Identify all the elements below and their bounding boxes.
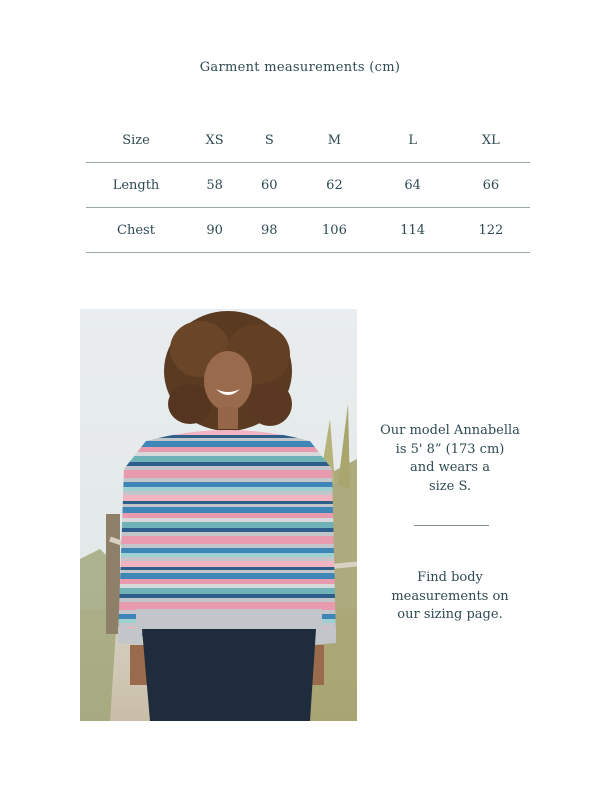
row-label: Length [112,177,160,193]
size-header: S [264,132,274,148]
sizing-note [370,569,530,625]
size-table [86,118,530,253]
sizing-note-line: Find body [417,570,483,585]
model-note-line: size S. [428,478,472,494]
model-note [370,422,530,496]
size-header: M [327,132,342,148]
header-label: Size [122,132,150,148]
table-row [86,163,530,208]
cell-value: 66 [482,177,500,193]
model-photo [80,309,357,721]
size-header: XS [205,132,224,148]
divider [414,525,489,526]
size-header: XL [481,132,500,148]
size-header: L [408,132,417,148]
cell-value: 90 [206,222,223,238]
cell-value: 62 [326,177,343,193]
row-label: Chest [117,222,155,238]
model-note-line: Our model Annabella [380,423,520,438]
table-header-row [86,118,530,163]
cell-value: 114 [400,222,426,238]
table-row [86,208,530,253]
page-title: Garment measurements (cm) [199,60,401,75]
cell-value: 98 [261,222,278,238]
cell-value: 64 [404,177,421,193]
cell-value: 58 [206,177,223,193]
cell-value: 60 [261,177,278,193]
sizing-note-line: our sizing page. [397,607,503,622]
model-note-line: is 5' 8” (173 cm) [395,441,505,457]
cell-value: 106 [322,222,347,238]
model-note-line: and wears a [410,460,490,475]
cell-value: 122 [478,222,504,238]
sizing-note-line: measurements on [391,588,509,604]
